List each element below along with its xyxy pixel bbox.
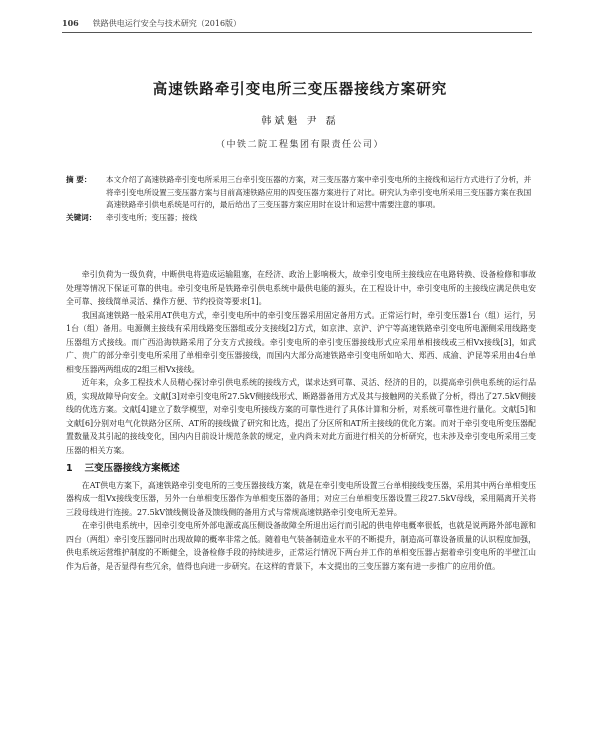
section-number: 1 [66,463,73,474]
running-header [62,18,532,33]
paper-title: 高速铁路牵引变电所三变压器接线方案研究 [152,82,448,98]
body-paragraph: 我国高速铁路一般采用AT供电方式，牵引变电所中的牵引变压器采用固定备用方式。正常运行时，牵引变压器1台（组）运行，另1台（组）备用。电源侧主接线有采用线路变压器组或分支接线[2]方式，如京津、京沪、沪宁等高速铁路牵引变电所电源侧采用线路变压器组方式接线。而广西沿海铁路采用了分支方式接线。牵引变电所的牵引变压器接线形式应采用单相接线或三相Vx接线[3]，如武广、贵广的部分牵引变电所采用了单相牵引变压器接线，而国内大部分高速铁路牵引变电所如哈大、郑西、成渝、沪昆等采用由4台单相变压器两两组成的2组三相Vx接线。 [66,310,536,374]
body-paragraph: 在AT供电方案下，高速铁路牵引变电所的三变压器接线方案，就是在牵引变电所设置三台单相接线变压器，采用其中两台单相变压器构成一组Vx接线变压器，另外一台单相变压器作为单相变压器的备用；对应三台单相变压器设置三段27.5kV母线，采用隔离开关将三段母线进行连接。27.5kV馈线侧设备及馈线侧的备用方式与常规高速铁路牵引变电所无差异。 [66,480,536,517]
keywords-label: 关键词： [66,212,97,222]
section-heading [66,462,536,476]
paper-authors: 韩斌魁 尹 磊 [261,116,339,127]
abstract-text: 本文介绍了高速铁路牵引变电所采用三台牵引变压器的方案，对三变压器方案中牵引变电所的主接线和运行方式进行了分析，并将牵引变电所设置三变压器方案与目前高速铁路应用的四变压器方案进行了对比。研究认为牵引变电所采用三变压器方案在我国高速铁路牵引供电系统是可行的，最后给出了三变压器方案应用时在设计和运营中需要注意的事项。 [106,175,532,209]
body-paragraph: 近年来，众多工程技术人员精心探讨牵引供电系统的接线方式，谋求达到可靠、灵活、经济的目的，以提高牵引供电系统的运行品质，实现故障导向安全。文献[3]对牵引变电所27.5kV侧接线形式、断路器备用方式及其与接触网的关系做了分析，得出了27.5kV侧接线的优选方案。文献[4]建立了数学模型，对牵引变电所接线方案的可靠性进行了具体计算和分析，对系统可靠性进行量化。文献[5]和文献[6]分别对电气化铁路分区所、AT所的接线做了研究和比选，提出了分区所和AT所主接线的优化方案。而对于牵引变电所变压器配置数量及其引起的接线变化，国内内目前设计规范条款的规定，业内尚未对此方面进行相关的分析研究，也未涉及牵引变电所采用三变压器的相关方案。 [66,378,536,455]
section-title: 三变压器接线方案概述 [84,463,180,474]
body-paragraph: 在牵引供电系统中，因牵引变电所外部电源或高压侧设备故障全所退出运行而引起的供电停电概率很低，也就是说两路外部电源和四台（两组）牵引变压器同时出现故障的概率非常之低。随着电气装备制造业水平的不断提升，制造高可靠设备质量的认识程度加强，供电系统运营维护制度的不断健全，设备检修手段的持续进步，正常运行情况下两台并工作的单相变压器占据着牵引变电所的半壁江山作为后备，是否显得有些冗余，值得也向进一步研究。在这样的背景下，本文提出的三变压器方案有进一步推广的应用价值。 [66,521,536,571]
page-number: 106 [62,18,79,28]
body-paragraph: 牵引负荷为一级负荷，中断供电将造成运输阻塞，在经济、政治上影响极大，故牵引变电所主接线应在电路转换、设备检修和事故处理等情况下保证可靠的供电。牵引变电所是铁路牵引供电系统中最供电能的源头，在工程设计中，牵引变电所的主接线应满足供电安全可靠、接线简单灵活、操作方便、节约投资等要求[1]。 [66,270,536,306]
abstract-block [66,174,536,224]
keywords-text: 牵引变电所；变压器；接线 [106,212,198,222]
journal-name: 铁路供电运行安全与技术研究（2016版） [92,19,242,28]
paper-affiliation: （中铁二院工程集团有限责任公司） [215,140,384,150]
abstract-label: 摘 要： [66,175,92,184]
body-text [66,268,536,573]
